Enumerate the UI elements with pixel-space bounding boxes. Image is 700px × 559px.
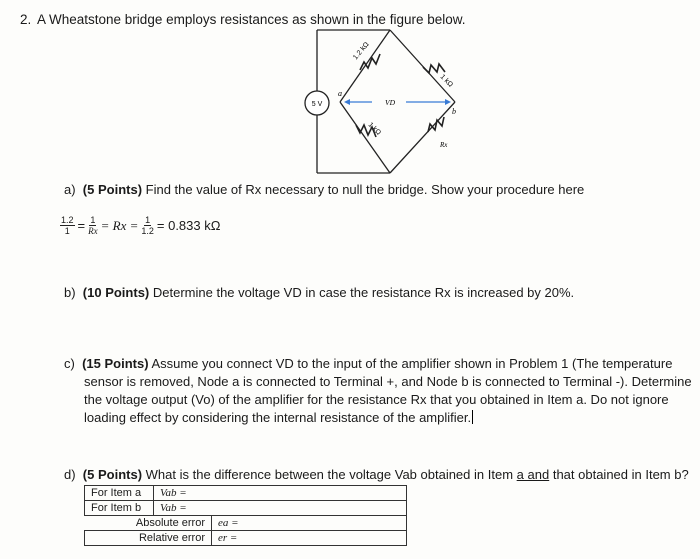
row-4-value[interactable]: er = (212, 531, 407, 546)
part-d-text-link[interactable]: a and (516, 467, 550, 482)
resistor-top-right-label: 1 kΩ (438, 73, 454, 89)
fraction-3 (141, 215, 154, 236)
table-row (85, 501, 407, 516)
row-1-label: For Item a (85, 486, 154, 501)
fraction-2 (88, 215, 98, 236)
row-3-value[interactable]: ea = (212, 516, 407, 531)
fraction-2-num: 1 (90, 215, 96, 225)
branch-top-left (340, 30, 390, 102)
part-b-points: (10 Points) (82, 285, 150, 300)
table-row (85, 486, 407, 501)
vd-arrowhead-left-icon (344, 99, 350, 105)
part-d (64, 466, 689, 484)
fraction-1-den: 1 (64, 226, 70, 236)
wheatstone-bridge-figure (290, 22, 490, 177)
resistor-top-left-icon (360, 54, 380, 70)
part-a-text: Find the value of Rx necessary to null the bridge. Show your procedure here (145, 182, 585, 197)
fraction-3-num: 1 (145, 215, 151, 225)
part-d-text-end: that obtained in Item b? (552, 467, 689, 482)
fraction-1 (60, 215, 75, 236)
node-b-label: b (452, 107, 456, 116)
part-d-text-start: What is the difference between the voltage Vab obtained in Item (145, 467, 514, 482)
part-d-label: d) (64, 467, 76, 482)
resistor-bottom-left-label: 1 kΩ (366, 121, 382, 137)
vd-arrowhead-right-icon (445, 99, 451, 105)
part-b-text: Determine the voltage VD in case the resistance Rx is increased by 20%. (152, 285, 575, 300)
row-2-label: For Item b (85, 501, 154, 516)
text-cursor (472, 410, 473, 424)
resistor-bottom-right-label: Rx (440, 141, 448, 149)
resistor-top-right-icon (423, 64, 445, 73)
fraction-3-den: 1.2 (141, 226, 154, 236)
part-c-line-4 (64, 409, 692, 427)
table-row (85, 531, 407, 546)
resistor-top-left-label: 1.2 kΩ (352, 41, 371, 62)
part-b-label: b) (64, 285, 76, 300)
answer-result: = 0.833 kΩ (156, 218, 221, 233)
part-c (64, 355, 692, 427)
row-1-value[interactable]: Vab = (154, 486, 407, 501)
part-a-answer (60, 215, 220, 236)
branch-bottom-right (390, 102, 455, 173)
fraction-2-den: Rx (88, 226, 98, 236)
row-4-label: Relative error (85, 531, 212, 546)
part-a (64, 181, 584, 199)
row-3-label: Absolute error (85, 516, 212, 531)
part-c-text-1: Assume you connect VD to the input of the amplifier shown in Problem 1 (The temperature (151, 356, 673, 371)
part-c-points: (15 Points) (82, 356, 149, 371)
part-c-label: c) (64, 356, 75, 371)
part-d-points: (5 Points) (82, 467, 143, 482)
vd-label: VD (385, 98, 395, 107)
question-number: 2. (20, 12, 32, 27)
fraction-1-num: 1.2 (61, 215, 74, 225)
question-title: A Wheatstone bridge employs resistances as shown in the figure below. (37, 12, 466, 27)
branch-bottom-left (340, 102, 390, 173)
part-a-label: a) (64, 182, 76, 197)
part-a-points: (5 Points) (82, 182, 143, 197)
part-c-text-4: loading effect by considering the internal resistance of the amplifier. (84, 410, 472, 425)
node-a-label: a (338, 89, 342, 98)
row-2-value[interactable]: Vab = (154, 501, 407, 516)
equals-rx: = Rx = (100, 217, 139, 233)
part-c-line-1 (64, 355, 692, 373)
source-label: 5 V (311, 101, 323, 108)
table-row (85, 516, 407, 531)
part-c-line-3: the voltage output (Vo) of the amplifier for the resistance Rx that you obtained in Item a. Do not ignore (84, 392, 669, 407)
answer-table (84, 485, 407, 546)
part-c-line-2: sensor is removed, Node a is connected to Terminal +, and Node b is connected to Terminal -). Determine (84, 374, 692, 389)
part-b (64, 284, 574, 302)
equals-1: = (77, 218, 86, 233)
branch-top-right (390, 30, 455, 102)
